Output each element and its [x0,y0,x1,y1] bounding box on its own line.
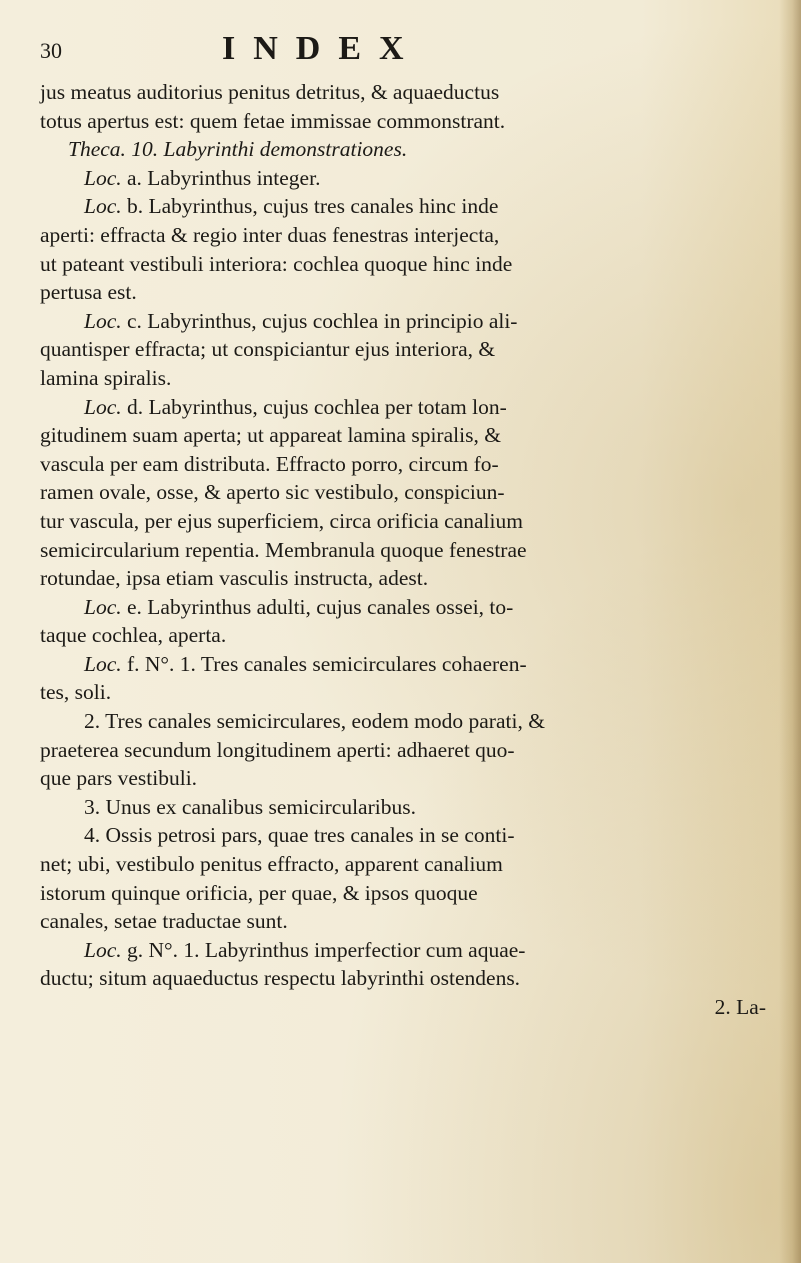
text-line: 3. Unus ex canalibus semicircularibus. [84,794,416,819]
text-line: ductu; situm aquaeductus respectu labyrinthi ostendens. [40,966,521,991]
text-line: Loc. e. Labyrinthus adulti, cujus canales ossei, to- [84,594,514,619]
text-line: que pars vestibuli. [40,766,198,791]
text-line: lamina spiralis. [40,365,172,390]
running-title: INDEX [222,30,422,67]
text-line: tes, soli. [40,680,112,705]
loc-label: Loc. [84,308,122,333]
loc-label: Loc. [84,937,122,962]
text-line: jus meatus auditorius penitus detritus, & aquaeductus [40,80,500,104]
text-line: ut pateant vestibuli interiora: cochlea quoque hinc inde [40,251,513,276]
text-line: pertusa est. [40,280,137,305]
text-line: Loc. c. Labyrinthus, cujus cochlea in principio ali- [84,308,518,333]
text-line: istorum quinque orificia, per quae, & ipsos quoque [40,880,478,905]
text-line: net; ubi, vestibulo penitus effracto, apparent canalium [40,852,503,877]
text-line: tur vascula, per ejus superficiem, circa orificia canalium [40,508,523,533]
loc-label: Loc. [84,194,122,219]
catchword: 2. La- [714,995,766,1019]
text-line: 4. Ossis petrosi pars, quae tres canales in se conti- [84,823,515,848]
text-line: rotundae, ipsa etiam vasculis instructa, adest. [40,566,429,591]
text-line: gitudinem suam aperta; ut appareat lamina spiralis, & [40,423,501,448]
text-line: taque cochlea, aperta. [40,623,227,648]
text-line: praeterea secundum longitudinem aperti: adhaeret quo- [40,737,515,762]
text-line: canales, setae traductae sunt. [40,909,288,934]
page-edge-shadow [779,0,801,1263]
loc-label: Loc. [84,394,122,419]
text-line: Loc. g. N°. 1. Labyrinthus imperfectior cum aquae- [84,937,526,962]
index-text [40,78,770,1022]
loc-label: Loc. [84,651,122,676]
loc-label: Loc. [84,594,122,619]
text-line: Loc. f. N°. 1. Tres canales semicirculares cohaeren- [84,651,527,676]
page-number: 30 [40,38,62,63]
page-header [40,30,720,66]
text-line: aperti: effracta & regio inter duas fenestras interjecta, [40,222,500,247]
section-heading: Theca. 10. Labyrinthi demonstrationes. [68,137,408,162]
text-line: Loc. a. Labyrinthus integer. [84,165,321,190]
loc-label: Loc. [84,165,122,190]
text-line: Loc. b. Labyrinthus, cujus tres canales hinc inde [84,194,499,219]
text-line: semicircularium repentia. Membranula quoque fenestrae [40,537,527,562]
text-line: Loc. d. Labyrinthus, cujus cochlea per totam lon- [84,394,507,419]
text-line: 2. Tres canales semicirculares, eodem modo parati, & [84,709,545,734]
text-line: quantisper effracta; ut conspiciantur ejus interiora, & [40,337,496,362]
text-line: ramen ovale, osse, & aperto sic vestibulo, conspiciun- [40,480,505,505]
text-line [40,135,770,164]
text-line: totus apertus est: quem fetae immissae commonstrant. [40,108,506,133]
text-line: vascula per eam distributa. Effracto porro, circum fo- [40,451,499,476]
